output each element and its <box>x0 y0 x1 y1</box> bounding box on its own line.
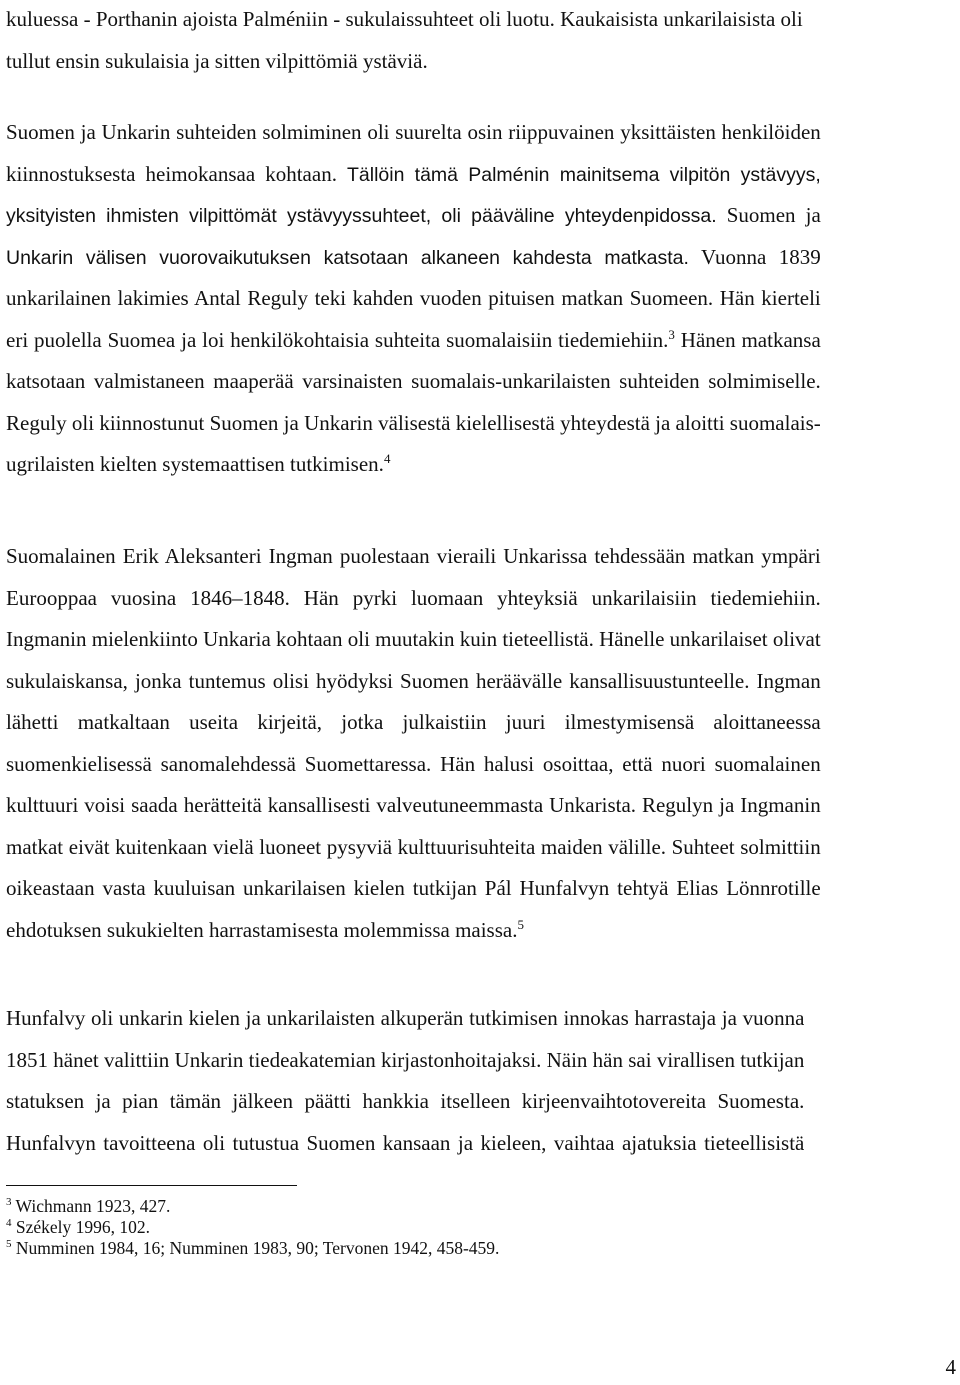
paragraph-2-line-7: katsotaan valmistaneen maaperää varsinaisten suomalais-unkarilaisten suhteiden solmimiselle. <box>6 369 821 393</box>
paragraph-2-line-6 <box>6 320 821 362</box>
paragraph-2-line-9-text: ugrilaisten kielten systemaattisen tutkimisen. <box>6 452 384 476</box>
paragraph-3-line-10 <box>6 910 821 952</box>
paragraph-3-line-10-text: ehdotuksen sukukielten harrastamisesta molemmissa maissa. <box>6 917 518 942</box>
footnote-text: Numminen 1984, 16; Numminen 1983, 90; Tervonen 1942, 458-459. <box>11 1238 500 1258</box>
paragraph-4-line-2: 1851 hänet valittiin Unkarin tiedeakatemian kirjastonhoitajaksi. Näin hän sai virallisen tutkijan <box>6 1047 805 1072</box>
paragraph-1-line-1: kuluessa - Porthanin ajoista Palméniin - sukulaissuhteet oli luotu. Kaukaisista unkarilaisista oli <box>6 7 803 31</box>
paragraph-2-line-2-serif: kiinnostuksesta heimokansaa kohtaan. <box>6 161 347 186</box>
footnote-text: Székely 1996, 102. <box>11 1217 151 1237</box>
paragraph-2-line-6-text: eri puolella Suomea ja loi henkilökohtaisia suhteita suomalaisiin tiedemiehiin. <box>6 327 669 352</box>
footnote-separator <box>6 1185 297 1186</box>
footnote-ref-5[interactable]: 5 <box>517 916 524 932</box>
paragraph-3 <box>6 536 821 951</box>
paragraph-2-line-5: unkarilainen lakimies Antal Reguly teki kahden vuoden pituisen matkan Suomeen. Hän kierteli <box>6 286 821 310</box>
paragraph-2-line-9 <box>6 444 821 486</box>
paragraph-3-line-3: Ingmanin mielenkiinto Unkaria kohtaan oli muutakin kuin tieteellistä. Hänelle unkarilaiset olivat <box>6 627 821 651</box>
paragraph-3-line-2: Eurooppaa vuosina 1846–1848. Hän pyrki luomaan yhteyksiä unkarilaisiin tiedemiehiin. <box>6 585 821 610</box>
footnote-number: 3 <box>6 1196 12 1209</box>
footnote-3 <box>6 1196 499 1217</box>
paragraph-2-line-3-serif: Suomen ja <box>716 203 821 227</box>
paragraph-2-line-8: Reguly oli kiinnostunut Suomen ja Unkarin välisestä kielellisestä yhteydestä ja aloitti suomalais- <box>6 410 821 435</box>
paragraph-4 <box>6 998 804 1164</box>
paragraph-2-line-3 <box>6 195 821 237</box>
paragraph-4-line-4: Hunfalvyn tavoitteena oli tutustua Suomen kansaan ja kieleen, vaihtaa ajatuksia tieteellisistä <box>6 1130 805 1155</box>
paragraph-4-line-3: statuksen ja pian tämän jälkeen päätti hankkia itselleen kirjeenvaihtotovereita Suomesta. <box>6 1089 805 1113</box>
paragraph-2-line-6-rest: Hänen matkansa <box>674 327 821 352</box>
paragraph-3-line-5: lähetti matkaltaan useita kirjeitä, jotka julkaistiin juuri ilmestymisensä aloittaneessa <box>6 710 821 734</box>
page-number: 4 <box>945 1355 956 1379</box>
paragraph-3-line-4: sukulaiskansa, jonka tuntemus olisi hyödyksi Suomen heräävälle kansallisuustunteelle. Ingman <box>6 668 821 693</box>
footnote-text: Wichmann 1923, 427. <box>11 1196 171 1216</box>
footnote-4 <box>6 1217 499 1238</box>
paragraph-2 <box>6 112 821 486</box>
paragraph-2-line-2-sans: Tällöin tämä Palménin mainitsema vilpitön ystävyys, <box>347 163 821 186</box>
paragraph-1 <box>6 0 803 82</box>
paragraph-2-line-1: Suomen ja Unkarin suhteiden solmiminen oli suurelta osin riippuvainen yksittäisten henkilöiden <box>6 120 821 144</box>
paragraph-1-line-2: tullut ensin sukulaisia ja sitten vilpittömiä ystäviä. <box>6 48 428 73</box>
paragraph-3-line-7: kulttuuri voisi saada herätteitä kansallisesti valveutuneemmasta Unkarista. Regulyn ja Ingmanin <box>6 793 821 817</box>
paragraph-4-line-1: Hunfalvy oli unkarin kielen ja unkarilaisten alkuperän tutkimisen innokas harrastaja ja vuonna <box>6 1006 805 1030</box>
paragraph-2-line-3-sans: yksityisten ihmisten vilpittömät ystävyyssuhteet, oli pääväline yhteydenpidossa. <box>6 205 717 227</box>
footnote-ref-3[interactable]: 3 <box>668 326 675 342</box>
footnotes <box>6 1196 499 1259</box>
footnote-number: 4 <box>6 1217 12 1230</box>
paragraph-3-line-6: suomenkielisessä sanomalehdessä Suomettaressa. Hän halusi osoittaa, että nuori suomalainen <box>6 751 821 776</box>
paragraph-2-line-4-sans: Unkarin välisen vuorovaikutuksen katsotaan alkaneen kahdesta matkasta. <box>6 246 689 269</box>
paragraph-3-line-8: matkat eivät kuitenkaan vielä luoneet pysyviä kulttuurisuhteita maiden välille. Suhteet solmittiin <box>6 834 821 859</box>
footnote-5 <box>6 1238 499 1259</box>
paragraph-2-line-2 <box>6 154 821 196</box>
paragraph-3-line-1: Suomalainen Erik Aleksanteri Ingman puolestaan vieraili Unkarissa tehdessään matkan ympäri <box>6 544 821 568</box>
paragraph-2-line-4-serif: Vuonna 1839 <box>688 244 821 269</box>
paragraph-3-line-9: oikeastaan vasta kuuluisan unkarilaisen kielen tutkijan Pál Hunfalvyn tehtyä Elias Lönnrotille <box>6 876 821 900</box>
footnote-ref-4[interactable]: 4 <box>383 451 391 466</box>
paragraph-2-line-4 <box>6 237 821 279</box>
footnote-number: 5 <box>6 1238 12 1251</box>
